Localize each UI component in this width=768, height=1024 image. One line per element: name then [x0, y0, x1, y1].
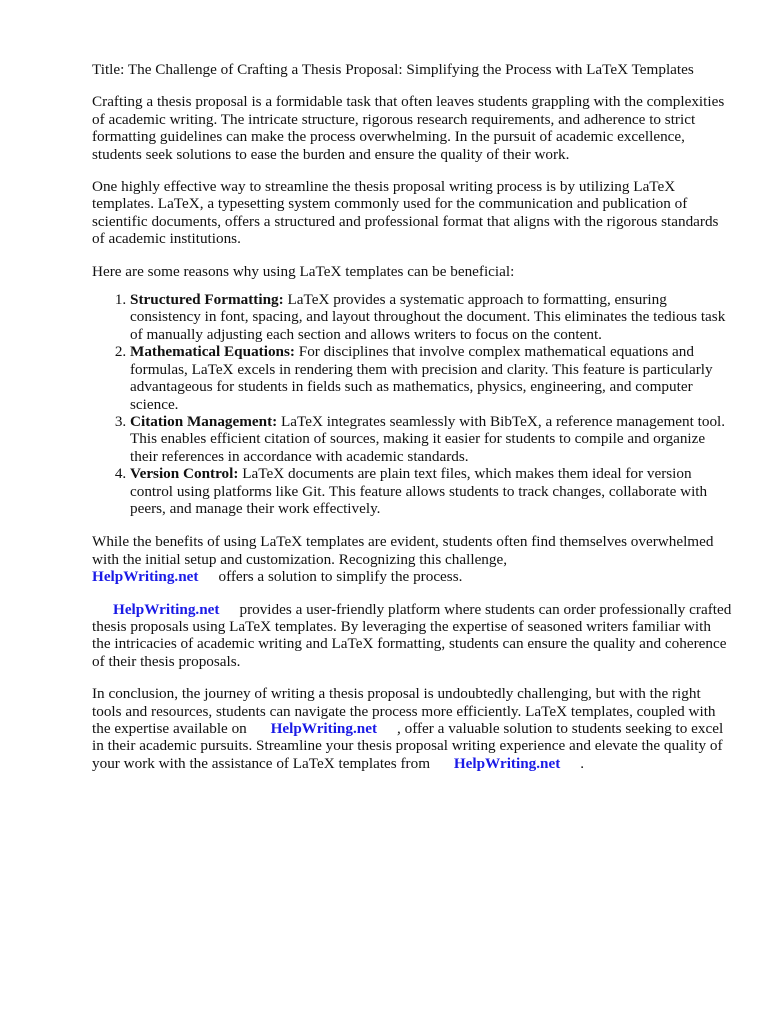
reason-text: For disciplines that involve complex mathematical equations and formulas, LaTeX excels in rendering them with precision and clarity. This feature is particularly advantageous for students in fields such as mathematics, physics, engineering, and computer science.: [130, 343, 713, 413]
platform-text: provides a user-friendly platform where students can order professionally crafted thesis proposals using LaTeX templates. By leveraging the expertise of seasoned writers familiar with the intricacies of academic writing and LaTeX formatting, students can ensure the quality and coherence of their thesis proposals.: [92, 600, 732, 670]
conclusion-text-end: .: [580, 754, 585, 772]
latex-paragraph: One highly effective way to streamline the thesis proposal writing process is by utilizing LaTeX templates. LaTeX, a typesetting system commonly used for the communication and publication of scientific documents, offers a structured and professional format that aligns with the rigorous standards of academic institutions.: [92, 178, 719, 248]
intro-paragraph: Crafting a thesis proposal is a formidable task that often leaves students grappling with the complexities of academic writing. The intricate structure, rigorous research requirements, and adherence to strict formatting guidelines can make the process overwhelming. In the pursuit of academic excellence, students seek solutions to ease the burden and ensure the quality of their work.: [92, 93, 725, 163]
list-item: [130, 291, 732, 343]
platform-paragraph: [92, 601, 732, 671]
reason-heading: Structured Formatting:: [130, 291, 284, 309]
reason-text: LaTeX documents are plain text files, which makes them ideal for version control using platforms like Git. This feature allows students to track changes, collaborate with peers, and manage their work effectively.: [130, 465, 708, 517]
challenge-paragraph: [92, 533, 732, 585]
helpwriting-link[interactable]: HelpWriting.net: [270, 720, 378, 737]
helpwriting-link[interactable]: HelpWriting.net: [92, 568, 199, 586]
reasons-list: [92, 291, 732, 517]
helpwriting-link[interactable]: HelpWriting.net: [453, 754, 561, 772]
conclusion-paragraph: [92, 685, 732, 772]
list-item: [130, 413, 732, 465]
challenge-text-after: offers a solution to simplify the process.: [218, 568, 463, 586]
reason-text: LaTeX provides a systematic approach to formatting, ensuring consistency in font, spacing, and layout throughout the document. This eliminates the tedious task of manually adjusting each section and allows writers to focus on the content.: [130, 291, 726, 343]
document-title: Title: The Challenge of Crafting a Thesis Proposal: Simplifying the Process with LaTeX Templates: [92, 61, 694, 78]
conclusion-text-middle: , offer a valuable solution to students seeking to excel in their academic pursuits. Streamline your thesis proposal writing experience and elevate the quality of your work with the assistance of LaTeX templates from: [92, 720, 724, 772]
conclusion-text: In conclusion, the journey of writing a thesis proposal is undoubtedly challenging, but with the right tools and resources, students can navigate the process more efficiently. LaTeX templates, coupled with the expertise available on: [92, 685, 716, 737]
challenge-text: While the benefits of using LaTeX templates are evident, students often find themselves overwhelmed with the initial setup and customization. Recognizing this challenge,: [92, 533, 714, 568]
reason-text: LaTeX integrates seamlessly with BibTeX, a reference management tool. This enables efficient citation of sources, making it easier for students to compile and organize their references in accordance with academic standards.: [130, 412, 726, 465]
reason-heading: Version Control:: [130, 465, 239, 483]
reason-heading: Citation Management:: [130, 412, 278, 430]
document-page: [92, 61, 732, 787]
list-item: [130, 465, 732, 517]
list-item: [130, 343, 732, 413]
reason-heading: Mathematical Equations:: [130, 343, 295, 361]
helpwriting-link[interactable]: HelpWriting.net: [113, 600, 220, 618]
reasons-intro: Here are some reasons why using LaTeX templates can be beneficial:: [92, 262, 515, 280]
